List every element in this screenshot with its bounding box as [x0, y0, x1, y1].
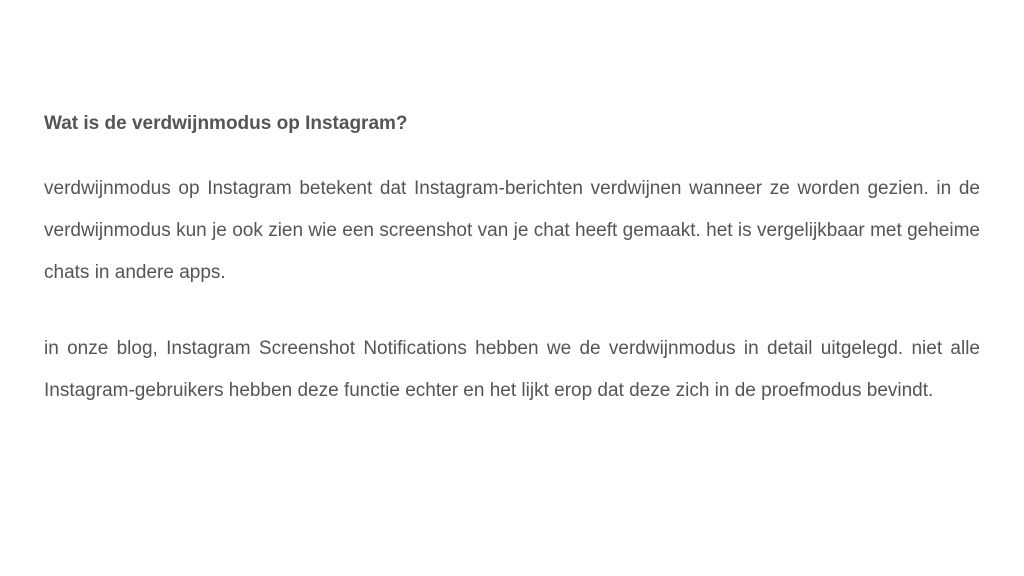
article — [44, 110, 980, 412]
article-paragraph-2: in onze blog, Instagram Screenshot Notifications hebben we de verdwijnmodus in detail uitgelegd. niet alle Instagram-gebruikers hebben deze functie echter en het lijkt erop dat deze zich in de proefmodus bevindt. — [44, 338, 980, 401]
article-heading: Wat is de verdwijnmodus op Instagram? — [44, 113, 408, 134]
article-paragraph-1: verdwijnmodus op Instagram betekent dat Instagram-berichten verdwijnen wanneer ze worden gezien. in de verdwijnmodus kun je ook zien wie een screenshot van je chat heeft gemaakt. het is vergelijkbaar met geheime chats in andere apps. — [44, 178, 980, 283]
